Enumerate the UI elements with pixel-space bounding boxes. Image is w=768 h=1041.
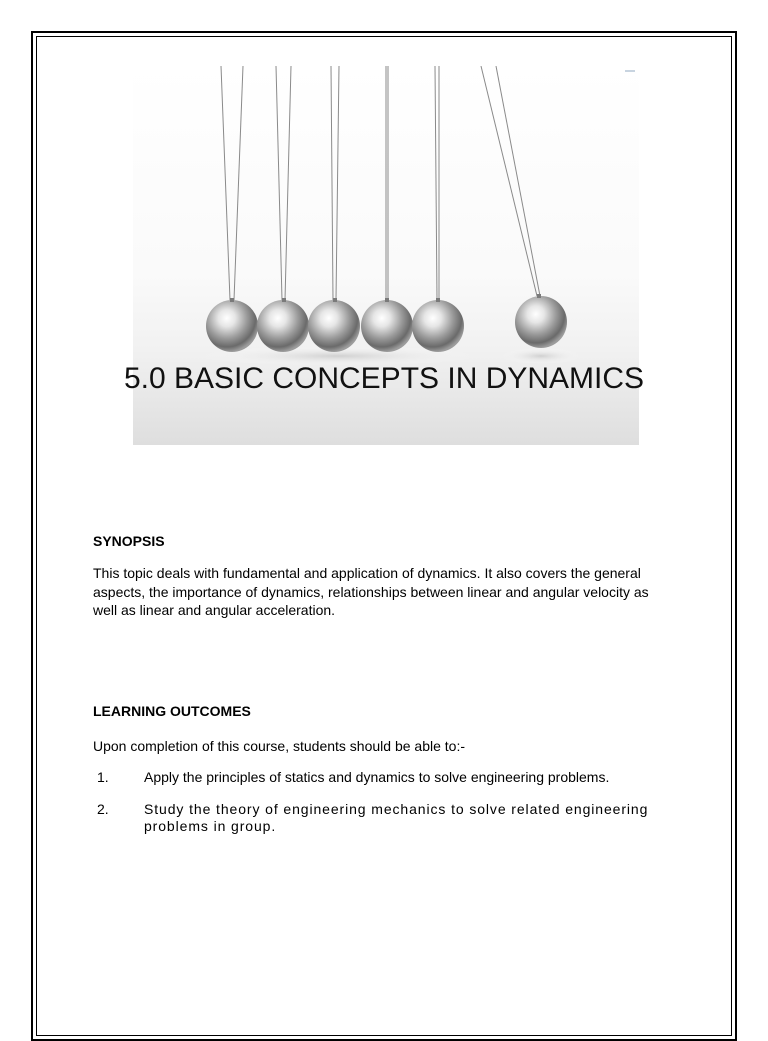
chapter-title: 5.0 BASIC CONCEPTS IN DYNAMICS [123, 362, 645, 395]
synopsis-heading: SYNOPSIS [93, 533, 165, 549]
synopsis-text: This topic deals with fundamental and application of dynamics. It also covers the general aspects, the importance of dynamics, relationships between linear and angular velocity as well as linear and angular acceleration. [93, 565, 649, 618]
outcome-number: 1. [97, 769, 109, 785]
outcome-text: Study the theory of engineering mechanics to solve related engineering problems in group. [144, 801, 649, 834]
outcome-number: 2. [97, 801, 109, 817]
outcome-text: Apply the principles of statics and dynamics to solve engineering problems. [144, 769, 610, 785]
learning-outcomes-intro: Upon completion of this course, students should be able to:- [93, 738, 465, 754]
learning-outcomes-heading: LEARNING OUTCOMES [93, 703, 251, 719]
